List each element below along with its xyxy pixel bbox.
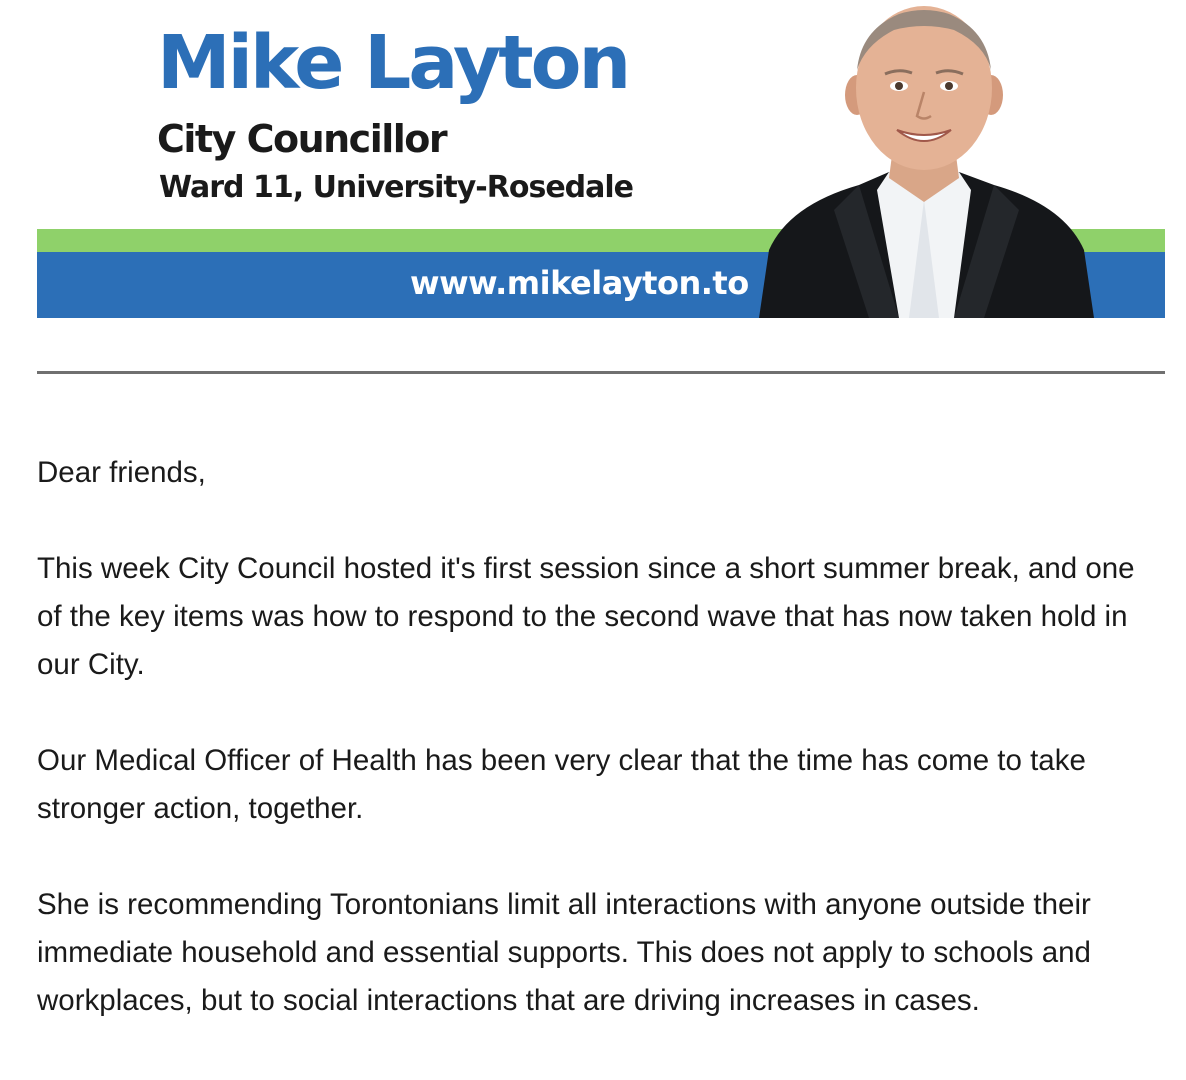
greeting: Dear friends, [37,456,206,489]
website-link[interactable]: www.mikelayton.to [410,264,749,302]
paragraph: Our Medical Officer of Health has been very clear that the time has come to take stronger action, together. [37,744,1086,825]
paragraph: She is recommending Torontonians limit all interactions with anyone outside their immediate household and essential supports. This does not apply to schools and workplaces, but to social interactions that are driving increases in cases. [37,888,1091,1017]
letter-body [37,449,1165,1073]
header-divider [37,371,1165,374]
paragraph: This week City Council hosted it's first session since a short summer break, and one of the key items was how to respond to the second wave that has now taken hold in our City. [37,552,1135,681]
councillor-title: City Councillor [157,117,447,161]
header-banner [37,0,1165,318]
councillor-name: Mike Layton [157,20,629,106]
ward-label: Ward 11, University-Rosedale [159,170,634,205]
councillor-portrait [749,0,1109,318]
